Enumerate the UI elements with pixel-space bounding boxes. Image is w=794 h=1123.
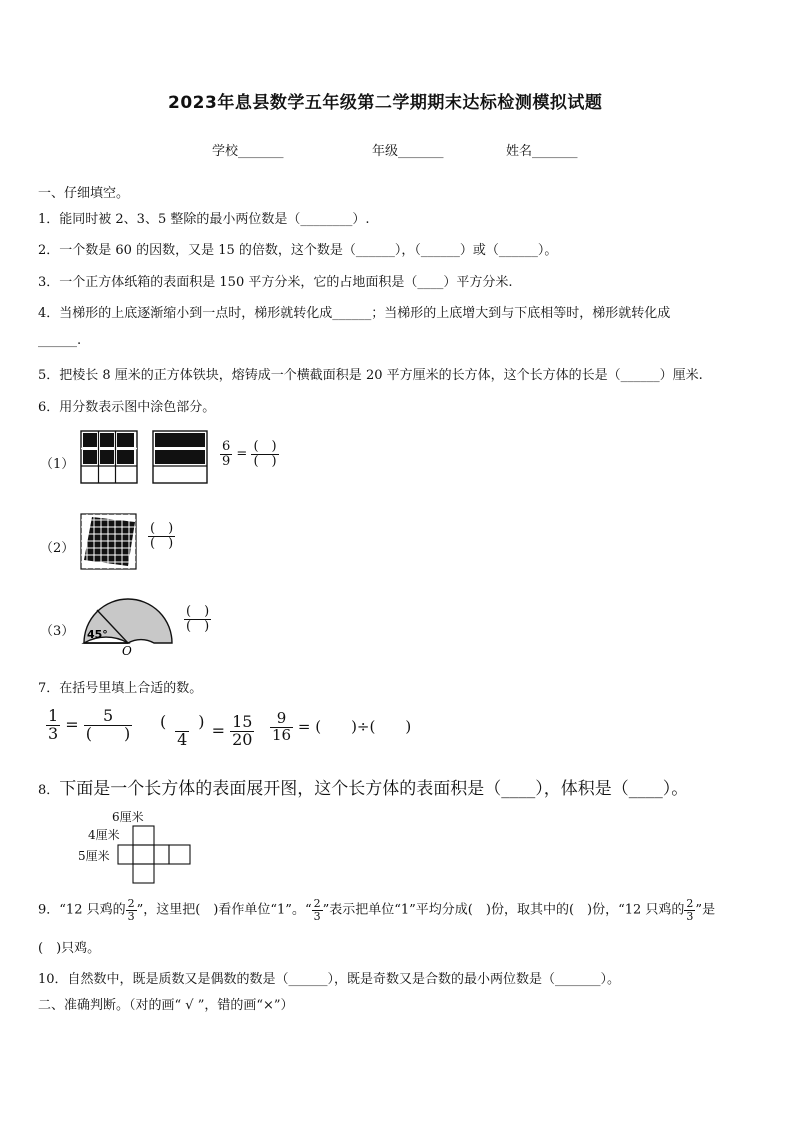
q6-part1-label: （1）: [40, 457, 75, 472]
question-number: 8．: [38, 783, 60, 798]
q9-text-part1: 9．“12 只鸡的: [38, 902, 126, 918]
q7-expression-3: [270, 711, 411, 744]
page-title: 2023年息县数学五年级第二学期期末达标检测模拟试题: [168, 93, 603, 113]
net-label-5cm: 5厘米: [78, 849, 110, 863]
answer-blank[interactable]: ( ): [253, 439, 277, 454]
fraction-denominator: 20: [232, 729, 253, 749]
q6-tilted-square-figure: [80, 513, 138, 571]
question-9-continued: ( )只鸡。: [38, 941, 101, 956]
origin-label: O: [122, 644, 132, 658]
grade-field: 年级_______: [372, 144, 444, 159]
question-7: 7．在括号里填上合适的数。: [38, 681, 203, 696]
answer-blank[interactable]: ( ): [150, 535, 174, 551]
q6-grid-figure-1: [80, 430, 140, 486]
q6-part2-fraction: [148, 522, 175, 550]
fraction-denominator: 16: [272, 725, 292, 744]
q9-text-part4: ”是: [695, 902, 716, 918]
fraction-denominator: 3: [48, 723, 59, 743]
q6-part3-label: （3）: [40, 624, 75, 639]
question-8-text: 下面是一个长方体的表面展开图，这个长方体的表面积是（____），体积是（____）。: [59, 779, 689, 799]
fraction-numerator: 2: [313, 897, 321, 910]
fraction-denominator: 9: [222, 453, 231, 469]
equals-sign: =: [65, 714, 79, 734]
q9-text-part3: ”表示把单位“1”平均分成( )份，取其中的( )份，“12 只鸡的: [322, 902, 685, 918]
cuboid-net-diagram: [116, 824, 196, 886]
equals-sign: =: [236, 446, 248, 462]
fraction-denominator: 4: [177, 729, 188, 749]
fraction-numerator: 15: [232, 712, 253, 731]
answer-blank[interactable]: ( ): [160, 712, 205, 731]
fraction-numerator: 6: [222, 439, 231, 454]
question-5: 5．把棱长 8 厘米的正方体铁块，熔铸成一个横截面积是 20 平方厘米的长方体，这个长方体的长是（______）厘米.: [38, 368, 703, 383]
section2-heading: 二、准确判断。（对的画“ √ ”，错的画“×”）: [38, 998, 294, 1013]
question-4-continued: ______.: [38, 333, 82, 348]
q9-text-part2: ”，这里把( )看作单位“1”。“: [136, 902, 312, 918]
q6-semicircle-figure: [80, 596, 176, 656]
fraction-denominator: 3: [127, 909, 135, 923]
question-8: [38, 774, 688, 799]
school-field: 学校_______: [212, 144, 284, 159]
angle-label: 45°: [87, 628, 108, 641]
division-blanks[interactable]: = ( )÷( ): [297, 717, 412, 736]
question-1: 1．能同时被 2、3、5 整除的最小两位数是（________）.: [38, 212, 370, 227]
net-label-4cm: 4厘米: [88, 828, 120, 842]
fraction-numerator: 1: [48, 706, 59, 725]
question-2: 2．一个数是 60 的因数，又是 15 的倍数，这个数是（______），（______）或（______）。: [38, 243, 558, 258]
fraction-numerator: 2: [127, 897, 135, 910]
answer-blank[interactable]: ( ): [186, 618, 210, 634]
fraction-denominator: 3: [313, 909, 321, 923]
question-9: [38, 898, 715, 922]
equals-sign: =: [211, 720, 225, 740]
q6-part2-label: （2）: [40, 541, 75, 556]
answer-blank[interactable]: ( ): [253, 453, 277, 469]
name-field: 姓名_______: [506, 144, 578, 159]
fraction-numerator: 2: [686, 897, 694, 910]
fraction-denominator: 3: [686, 909, 694, 923]
question-10: 10．自然数中，既是质数又是偶数的数是（______），既是奇数又是合数的最小两位数是（_______）。: [38, 972, 621, 987]
q6-part3-fraction: [184, 605, 211, 633]
q7-expression-1: [46, 708, 132, 743]
answer-blank[interactable]: ( ): [186, 604, 210, 619]
question-6: 6．用分数表示图中涂色部分。: [38, 400, 216, 415]
net-label-6cm: 6厘米: [112, 810, 144, 824]
q6-fraction-expression: [220, 440, 279, 468]
answer-blank[interactable]: ( ): [150, 521, 174, 536]
q7-expression-2: [158, 714, 254, 749]
question-3: 3．一个正方体纸箱的表面积是 150 平方分米，它的占地面积是（____）平方分米.: [38, 275, 513, 290]
fraction-numerator: 5: [102, 706, 114, 725]
q6-bar-figure-1: [152, 430, 210, 486]
section1-heading: 一、仔细填空。: [38, 186, 130, 201]
question-4: 4．当梯形的上底逐渐缩小到一点时，梯形就转化成______；当梯形的上底增大到与下底相等时，梯形就转化成: [38, 306, 671, 321]
answer-blank[interactable]: ( ): [85, 723, 131, 743]
fraction-numerator: 9: [276, 709, 287, 727]
